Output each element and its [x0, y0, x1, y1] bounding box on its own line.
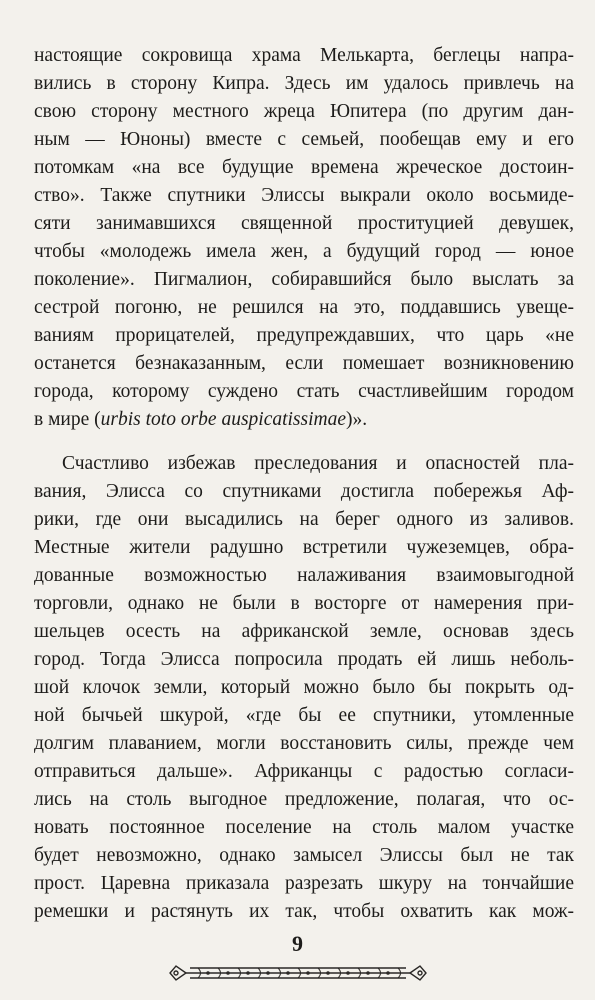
text-line: ной бычьей шкурой, «где бы ее спутники, утомленные	[34, 705, 574, 726]
text-line: вились в сторону Кипра. Здесь им удалось привлечь на	[34, 73, 574, 94]
text-line: рики, где они высадились на берег одного из заливов.	[34, 509, 574, 530]
latin-quote: urbis toto orbe auspicatissimae	[100, 409, 347, 430]
text-line: свою сторону местного жреца Юпитера (по другим дан-	[34, 101, 574, 122]
text-line: лись на столь выгодное предложение, полагая, что ос-	[34, 789, 574, 810]
paragraph-end-line	[34, 406, 574, 434]
text-line: сяти занимавшихся священной проституцией девушек,	[34, 213, 574, 234]
text-line: ремешки и растянуть их так, чтобы охватить как мож-	[34, 901, 574, 922]
text-segment: )».	[346, 409, 368, 430]
text-line: отправиться дальше». Африканцы с радостью согласи-	[34, 761, 574, 782]
text-line: прост. Царевна приказала разрезать шкуру на тончайшие	[34, 873, 574, 894]
text-line: ным — Юноны) вместе с семьей, пообещав ему и его	[34, 129, 574, 150]
text-line: потомкам «на все будущие времена жреческое достоин-	[34, 157, 574, 178]
text-line: Местные жители радушно встретили чужеземцев, обра-	[34, 537, 574, 558]
text-line: ваниям прорицателей, предупреждавших, что царь «не	[34, 325, 574, 346]
text-line: город. Тогда Элисса попросила продать ей лишь неболь-	[34, 649, 574, 670]
text-line: будет невозможно, однако замысел Элиссы был не так	[34, 845, 574, 866]
text-line: ство». Также спутники Элиссы выкрали около восьмиде-	[34, 185, 574, 206]
text-line: настоящие сокровища храма Мелькарта, беглецы напра-	[34, 45, 574, 66]
text-line: поколение». Пигмалион, собиравшийся было выслать за	[34, 269, 574, 290]
text-line: дованные возможностью налаживания взаимовыгодной	[34, 565, 574, 586]
page-number: 9	[292, 931, 303, 956]
text-line: шельцев осесть на африканской земле, основав здесь	[34, 621, 574, 642]
text-segment: в мире (	[34, 409, 101, 430]
text-line: долгим плаванием, могли восстановить силы, прежде чем	[34, 733, 574, 754]
text-line: чтобы «молодежь имела жен, а будущий город — юное	[34, 241, 574, 262]
text-line: вания, Элисса со спутниками достигла побережья Аф-	[34, 481, 574, 502]
text-line: города, которому суждено стать счастливейшим городом	[34, 381, 574, 402]
text-line: новать постоянное поселение на столь малом участке	[34, 817, 574, 838]
text-line: сестрой погоню, не решился на это, поддавшись увеще-	[34, 297, 574, 318]
ornament-divider-icon	[168, 962, 428, 984]
text-line: шой клочок земли, который можно было бы покрыть од-	[34, 677, 574, 698]
paragraph-first-line: Счастливо избежав преследования и опасностей пла-	[62, 453, 574, 474]
text-line: торговли, однако не были в восторге от намерения при-	[34, 593, 574, 614]
text-line: останется безнаказанным, если помешает возникновению	[34, 353, 574, 374]
